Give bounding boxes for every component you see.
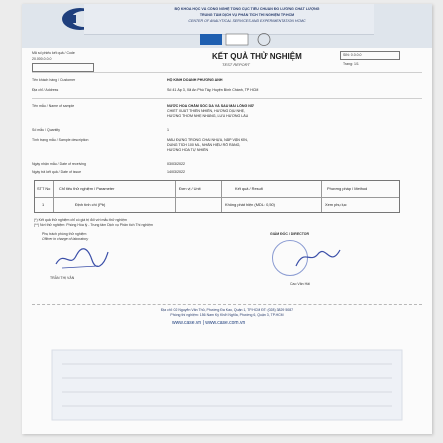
- note-1: (*) Kết quả thử nghiệm chỉ có giá trị đối với mẫu thử nghiệm: [34, 218, 127, 222]
- row-result: Không phát hiện (MDL: 0,50): [225, 202, 275, 207]
- row-method: Xem phụ lục: [325, 202, 347, 207]
- lab-officer-title: Phụ trách phòng thử nghiệm: [42, 232, 87, 236]
- issue-date-value: 14/03/2022: [167, 170, 185, 174]
- center-name-vi: TRUNG TÂM DỊCH VỤ PHÂN TÍCH THÍ NGHIỆM TP.HCM: [199, 13, 295, 17]
- report-header: [22, 4, 432, 48]
- receive-date-value: 03/03/2022: [167, 162, 185, 166]
- quantity-label: Số mẫu / Quantity: [32, 128, 61, 132]
- divider: [32, 304, 422, 305]
- table-header-unit: Đơn vị / Unit: [179, 186, 201, 191]
- customer-label: Tên khách hàng / Customer: [32, 78, 76, 82]
- sample-description-line-1: MẪU ĐỰNG TRONG CHAI NHỰA, NẮP VẶN KÍN,: [167, 138, 248, 142]
- sample-description-line-2: DUNG TÍCH 100 ML, NHÃN HIỆU RÕ RÀNG,: [167, 143, 241, 147]
- test-report-page: [22, 4, 432, 434]
- issue-date-label: Ngày trả kết quả / Date of issue: [32, 170, 82, 174]
- code-box: [32, 63, 94, 72]
- receive-date-label: Ngày nhận mẫu / Date of receiving: [32, 162, 86, 166]
- sample-description-line-3: HƯƠNG HOA TỰ NHIÊN: [167, 148, 209, 152]
- sample-name-line-1: NƯỚC HOA CHĂM SÓC DA VÀ SAU MÀI LÔNG NỮ: [167, 104, 254, 108]
- table-row: [35, 198, 399, 212]
- table-header-parameter: Chỉ tiêu thử nghiệm / Parameter: [59, 186, 115, 191]
- center-name-en: CENTER OF ANALYTICAL SERVICES AND EXPERIMENTATION HCMC: [188, 19, 306, 23]
- divider: [32, 98, 422, 99]
- sample-name-line-3: HƯƠNG THƠM NHẸ NHÀNG, LƯU HƯƠNG LÂU: [167, 114, 249, 118]
- results-table: [34, 180, 400, 213]
- sample-description-label: Tình trạng mẫu / Sample description: [32, 138, 89, 142]
- accreditation-logos: [198, 32, 278, 47]
- sample-name-label: Tên mẫu / Name of sample: [32, 104, 75, 108]
- lab-officer-name: TRẦN THỊ VÂN: [50, 276, 75, 280]
- address-label: Địa chỉ / Address: [32, 88, 59, 92]
- ministry-line: BỘ KHOA HỌC VÀ CÔNG NGHỆ TỔNG CỤC TIÊU CHUẨN ĐO LƯỜNG CHẤT LƯỢNG: [174, 7, 320, 11]
- sample-name-line-2: CHIẾT XUẤT THIÊN NHIÊN, HƯƠNG DỊU NHẸ,: [167, 109, 246, 113]
- table-header-row: [35, 181, 399, 198]
- lab-officer-title-en: Officer in charge of laboratory: [42, 237, 89, 241]
- table-header-method: Phương pháp / Method: [327, 186, 368, 191]
- report-title: KẾT QUẢ THỬ NGHIỆM: [212, 52, 302, 61]
- divider: [32, 72, 422, 73]
- note-2: (**) Nơi thử nghiệm: Phòng Hóa lý - Trung tâm Dịch vụ Phân tích Thí nghiệm: [34, 223, 153, 227]
- code-value: 20.000.0.0.0: [32, 57, 52, 61]
- table-header-no: STT No: [37, 186, 51, 191]
- right-code: SIN: 0.0.0.0: [343, 53, 362, 57]
- footer-lab-address: Phòng thí nghiệm: 156 Nam Kỳ Khởi Nghĩa, Phường 6, Quận 3, TP.HCM: [170, 313, 284, 317]
- director-title: GIÁM ĐỐC / DIRECTOR: [270, 232, 310, 236]
- director-signature: [290, 244, 350, 272]
- customer-value: HỘ KINH DOANH PHƯƠNG ANH: [167, 78, 223, 82]
- page-number: Trang: 1/1: [343, 62, 359, 66]
- report-subtitle: TEST REPORT: [222, 62, 250, 67]
- row-parameter: Định tính chì (Pb): [75, 202, 106, 207]
- quantity-value: 1: [167, 128, 169, 132]
- table-header-result: Kết quả / Result: [235, 186, 263, 191]
- footer-address: Địa chỉ: 02 Nguyễn Văn Thủ, Phường Đa Kao, Quận 1, TP.HCM ĐT: (028) 3829 5087: [160, 308, 294, 312]
- code-label: Mã số phiếu kết quả / Code: [32, 51, 75, 55]
- footer-url[interactable]: www.case.vn | www.case.com.vn: [172, 320, 246, 326]
- row-no: 1: [42, 202, 45, 207]
- page-bottom-decoration: [22, 330, 432, 434]
- lab-officer-signature: [52, 244, 112, 272]
- address-value: Số 41 Ấp 3, Xã An Phú Tây, Huyện Bình Chánh, TP HCM: [167, 88, 259, 92]
- director-name: Cao Văn Hải: [290, 282, 310, 286]
